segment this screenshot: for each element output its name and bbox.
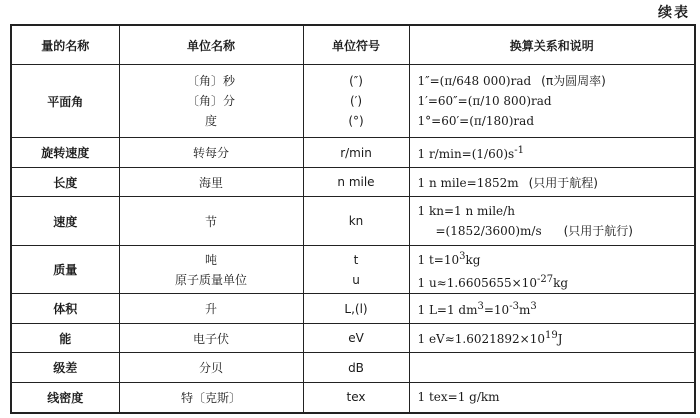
symbol-arcsecond: (″) (349, 74, 363, 89)
header-unit-symbol: 单位符号 (303, 25, 409, 65)
relation-text-c: m (518, 302, 531, 317)
relation-text-a: 1 L=1 dm (417, 302, 478, 317)
unit-name-atomic-mass: 原子质量单位 (174, 272, 247, 287)
table-row-length (11, 167, 695, 197)
relation-cell (409, 138, 695, 168)
relation-exp-b: -3 (509, 300, 519, 312)
relation-atomic-mass-unit: kg (553, 275, 569, 290)
unit-symbol-cell: kn (303, 197, 409, 246)
unit-name-tonne: 吨 (204, 252, 217, 267)
unit-symbol-cell: eV (303, 323, 409, 353)
unit-symbol-cell: dB (303, 353, 409, 383)
unit-symbol-cell: tex (303, 382, 409, 413)
quantity-cell: 体积 (11, 294, 119, 324)
relation-exp-c: 3 (530, 300, 537, 312)
relation-text: 1 r/min=(1/60)s (417, 146, 515, 161)
unit-name-cell: 电子伏 (119, 323, 303, 353)
unit-symbol-cell (303, 65, 409, 138)
relation-note-pi: (π为圆周率) (541, 74, 606, 89)
table-header-row (11, 25, 695, 65)
relation-tonne-unit: kg (465, 252, 481, 267)
quantity-cell: 旋转速度 (11, 138, 119, 168)
table-row-mass (11, 246, 695, 294)
relation-atomic-mass: 1 u≈1.6605655×10 (417, 275, 537, 290)
quantity-cell: 速度 (11, 197, 119, 246)
unit-name-cell: 特〔克斯〕 (119, 382, 303, 413)
unit-symbol-cell: L,(l) (303, 294, 409, 324)
table-row-energy (11, 323, 695, 353)
quantity-cell: 级差 (11, 353, 119, 383)
relation-exponent: -1 (514, 144, 524, 156)
relation-exponent: 19 (545, 330, 558, 342)
relation-cell (409, 353, 695, 383)
table-row-level-difference (11, 353, 695, 383)
relation-cell (409, 65, 695, 138)
relation-cell (409, 294, 695, 324)
unit-symbol-cell: n mile (303, 167, 409, 197)
continued-table-label: 续表 (658, 5, 690, 21)
unit-name-cell (119, 65, 303, 138)
symbol-arcminute: (′) (349, 94, 363, 109)
relation-cell (409, 323, 695, 353)
relation-degree: 1°=60′=(π/180)rad (417, 114, 535, 129)
unit-name-cell (119, 246, 303, 294)
unit-name-cell: 海里 (119, 167, 303, 197)
relation-text-b: =10 (483, 302, 510, 317)
symbol-atomic-mass: u (352, 272, 360, 287)
relation-note: (只用于航程) (528, 175, 598, 190)
relation-line-2: =(1852/3600)m/s (435, 224, 542, 239)
unit-name-arcsecond: 〔角〕秒 (186, 74, 235, 89)
quantity-cell: 长度 (11, 167, 119, 197)
relation-cell (409, 197, 695, 246)
symbol-degree: (°) (348, 114, 364, 129)
relation-unit: J (557, 332, 563, 347)
unit-name-degree: 度 (204, 114, 217, 129)
unit-name-arcminute: 〔角〕分 (186, 94, 235, 109)
relation-cell (409, 246, 695, 294)
relation-line-1: 1 kn=1 n mile/h (417, 204, 515, 219)
symbol-tonne: t (353, 252, 359, 267)
unit-name-cell: 升 (119, 294, 303, 324)
table-row-linear-density (11, 382, 695, 413)
relation-note: (只用于航行) (563, 224, 633, 239)
relation-tonne: 1 t=10 (417, 252, 460, 267)
relation-exp-a: 3 (477, 300, 484, 312)
relation-cell: 1 tex=1 g/km (409, 382, 695, 413)
relation-arcsecond: 1″=(π/648 000)rad (417, 74, 532, 89)
quantity-cell: 能 (11, 323, 119, 353)
unit-name-cell: 节 (119, 197, 303, 246)
unit-symbol-cell: r/min (303, 138, 409, 168)
unit-name-cell: 转每分 (119, 138, 303, 168)
relation-text: 1 eV≈1.6021892×10 (417, 332, 545, 347)
quantity-cell: 平面角 (11, 65, 119, 138)
relation-tonne-exponent: 3 (459, 250, 466, 262)
relation-cell (409, 167, 695, 197)
header-quantity: 量的名称 (11, 25, 119, 65)
table-row-rotational-speed (11, 138, 695, 168)
unit-conversion-table (10, 24, 696, 414)
header-relation: 换算关系和说明 (409, 25, 695, 65)
quantity-cell: 质量 (11, 246, 119, 294)
table-row-volume (11, 294, 695, 324)
unit-symbol-cell (303, 246, 409, 294)
quantity-cell: 线密度 (11, 382, 119, 413)
relation-atomic-mass-exponent: -27 (536, 273, 554, 285)
unit-name-cell: 分贝 (119, 353, 303, 383)
table-row-plane-angle (11, 65, 695, 138)
header-unit-name: 单位名称 (119, 25, 303, 65)
relation-text: 1 n mile=1852m (417, 175, 519, 190)
table-row-speed (11, 197, 695, 246)
relation-arcminute: 1′=60″=(π/10 800)rad (417, 94, 552, 109)
